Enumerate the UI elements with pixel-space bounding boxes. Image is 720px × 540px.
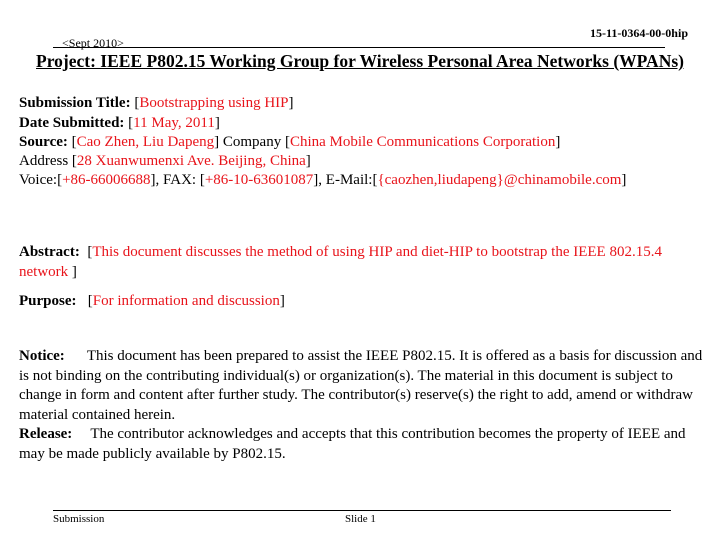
address-label: Address	[19, 153, 69, 169]
company-label: Company	[222, 134, 282, 150]
release-label: Release:	[19, 426, 73, 442]
date-submitted-line: Date Submitted: [11 May, 2011]	[19, 115, 220, 131]
address-line: Address [28 Xuanwumenxi Ave. Beijing, China]	[19, 153, 311, 169]
footer-slide-number: Slide 1	[345, 513, 376, 525]
abstract-block: Abstract: [This document discusses the method of using HIP and diet-HIP to bootstrap the IEEE 802.15.4 network ]	[19, 244, 662, 280]
notice-label: Notice:	[19, 348, 65, 364]
address-value: 28 Xuanwumenxi Ave. Beijing, China	[76, 153, 306, 169]
project-title: Project: IEEE P802.15 Working Group for Wireless Personal Area Networks (WPANs)	[36, 51, 684, 71]
source-label: Source:	[19, 134, 68, 150]
source-value: Cao Zhen, Liu Dapeng	[76, 134, 215, 150]
voice-label: Voice:	[19, 172, 58, 188]
fax-label: FAX:	[163, 172, 197, 188]
footer-divider	[53, 510, 671, 511]
submission-title-line: Submission Title: [Bootstrapping using HIP]	[19, 95, 294, 111]
date-submitted-label: Date Submitted:	[19, 115, 125, 131]
notice-text: This document has been prepared to assist the IEEE P802.15. It is offered as a basis for discussion and is not binding on the contributing individual(s) or organization(s). The material in this document is subject to change in form and content after further study. The contributor(s) reserve(s) the right to add, amend or withdraw material contained herein.	[19, 348, 703, 423]
email-value: {caozhen,liudapeng}@chinamobile.com	[377, 172, 622, 188]
release-paragraph	[19, 425, 714, 464]
header-date: <Sept 2010>	[62, 36, 124, 50]
purpose-text: For information and discussion	[92, 293, 280, 309]
source-line: Source: [Cao Zhen, Liu Dapeng] Company [China Mobile Communications Corporation]	[19, 134, 561, 150]
abstract-text: This document discusses the method of using HIP and diet-HIP to bootstrap the IEEE 802.15.4 network	[19, 244, 662, 280]
voice-value: +86-66006688	[62, 172, 151, 188]
header-divider	[53, 47, 665, 48]
footer-submission: Submission	[53, 513, 105, 525]
notice-paragraph	[19, 347, 714, 425]
submission-title-value: Bootstrapping using HIP	[139, 95, 289, 111]
company-value: China Mobile Communications Corporation	[289, 134, 556, 150]
purpose-line: Purpose: [For information and discussion]	[19, 293, 285, 309]
notice-block	[19, 347, 714, 464]
abstract-label: Abstract:	[19, 244, 80, 260]
purpose-label: Purpose:	[19, 293, 77, 309]
email-label: E-Mail:	[325, 172, 373, 188]
contact-line: Voice:[+86-66006688], FAX: [+86-10-63601087], E-Mail:[{caozhen,liudapeng}@chinamobile.com]	[19, 172, 627, 188]
release-text: The contributor acknowledges and accepts that this contribution becomes the property of IEEE and may be made publicly available by P802.15.	[19, 426, 686, 462]
fax-value: +86-10-63601087	[204, 172, 314, 188]
submission-title-label: Submission Title:	[19, 95, 131, 111]
date-submitted-value: 11 May, 2011	[133, 115, 215, 131]
doc-number: 15-11-0364-00-0hip	[589, 26, 688, 40]
